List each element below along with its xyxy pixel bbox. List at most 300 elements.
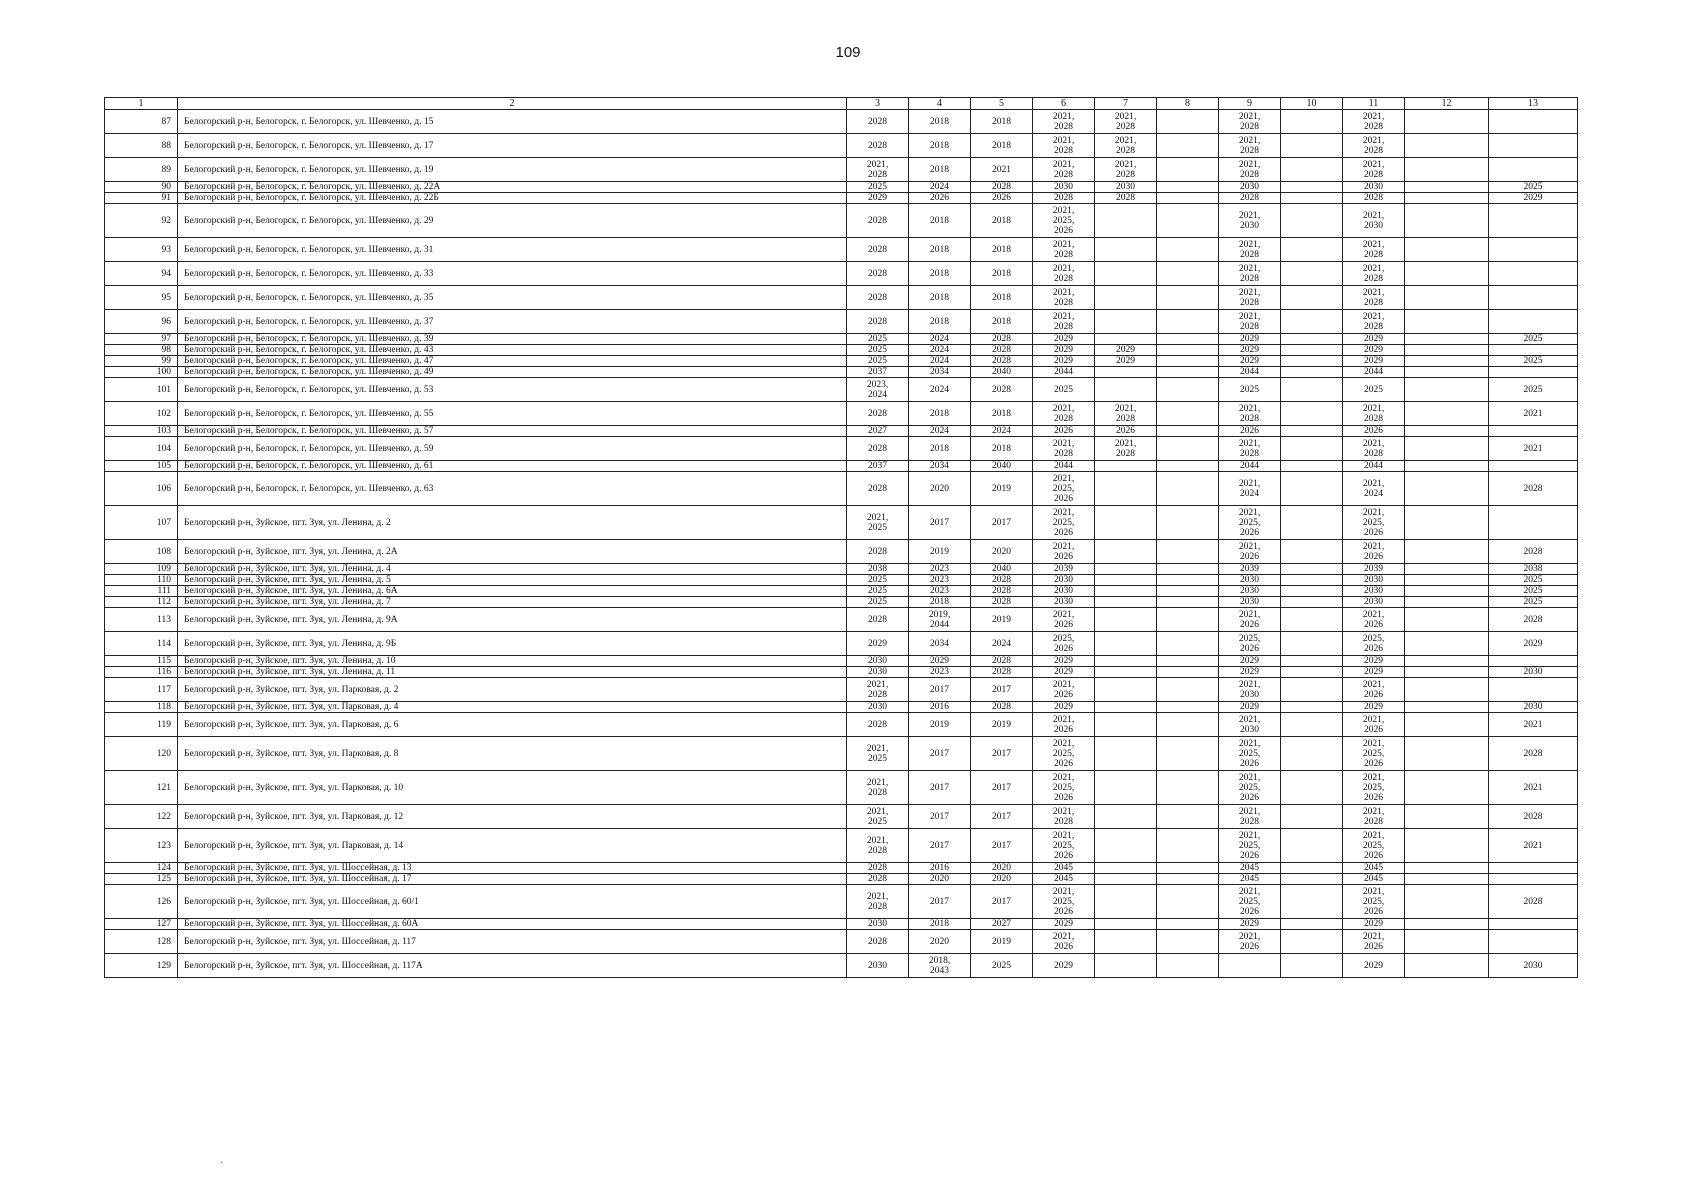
cell-col-12	[1405, 702, 1489, 713]
cell-col-4: 2017	[909, 771, 971, 805]
cell-col-11: 2025, 2026	[1343, 632, 1405, 656]
cell-col-4: 2018	[909, 286, 971, 310]
cell-col-9: 2044	[1219, 367, 1281, 378]
cell-col-8	[1157, 919, 1219, 930]
cell-col-12	[1405, 954, 1489, 978]
table-row	[105, 158, 1578, 182]
cell-col-5: 2024	[971, 426, 1033, 437]
cell-col-10	[1281, 586, 1343, 597]
cell-col-9: 2021, 2026	[1219, 540, 1281, 564]
table-row	[105, 564, 1578, 575]
cell-col-9: 2021, 2026	[1219, 608, 1281, 632]
cell-col-6: 2029	[1033, 954, 1095, 978]
cell-col-5: 2018	[971, 310, 1033, 334]
cell-col-12	[1405, 771, 1489, 805]
cell-col-9: 2029	[1219, 356, 1281, 367]
address-cell: Белогорский р-н, Зуйское, пгт. Зуя, ул. Ленина, д. 11	[178, 667, 847, 678]
cell-col-7	[1095, 204, 1157, 238]
cell-col-11: 2028	[1343, 193, 1405, 204]
cell-col-11: 2021, 2028	[1343, 238, 1405, 262]
cell-col-11: 2029	[1343, 334, 1405, 345]
cell-col-6: 2021, 2028	[1033, 110, 1095, 134]
cell-col-4: 2018	[909, 110, 971, 134]
cell-col-9: 2021, 2026	[1219, 930, 1281, 954]
cell-col-8	[1157, 737, 1219, 771]
cell-col-3: 2021, 2025	[847, 506, 909, 540]
cell-col-10	[1281, 437, 1343, 461]
cell-col-6: 2039	[1033, 564, 1095, 575]
cell-col-6: 2045	[1033, 874, 1095, 885]
cell-col-4: 2023	[909, 586, 971, 597]
cell-col-5: 2020	[971, 540, 1033, 564]
cell-col-3: 2030	[847, 919, 909, 930]
cell-col-4: 2023	[909, 575, 971, 586]
cell-col-7	[1095, 472, 1157, 506]
row-number: 113	[105, 608, 178, 632]
cell-col-5: 2017	[971, 506, 1033, 540]
cell-col-3: 2028	[847, 310, 909, 334]
cell-col-6: 2021, 2025, 2026	[1033, 204, 1095, 238]
address-cell: Белогорский р-н, Зуйское, пгт. Зуя, ул. Парковая, д. 10	[178, 771, 847, 805]
cell-col-12	[1405, 334, 1489, 345]
cell-col-6: 2021, 2025, 2026	[1033, 885, 1095, 919]
cell-col-9: 2021, 2028	[1219, 437, 1281, 461]
cell-col-13: 2028	[1489, 472, 1578, 506]
row-number: 109	[105, 564, 178, 575]
cell-col-5: 2027	[971, 919, 1033, 930]
cell-col-4: 2019	[909, 540, 971, 564]
cell-col-4: 2018	[909, 402, 971, 426]
cell-col-11: 2039	[1343, 564, 1405, 575]
cell-col-9: 2021, 2025, 2026	[1219, 885, 1281, 919]
table-row	[105, 597, 1578, 608]
cell-col-8	[1157, 345, 1219, 356]
column-header-9: 9	[1219, 98, 1281, 110]
cell-col-12	[1405, 586, 1489, 597]
cell-col-6: 2029	[1033, 656, 1095, 667]
cell-col-3: 2025	[847, 334, 909, 345]
cell-col-7	[1095, 678, 1157, 702]
cell-col-4: 2020	[909, 472, 971, 506]
cell-col-10	[1281, 771, 1343, 805]
cell-col-12	[1405, 472, 1489, 506]
cell-col-6: 2029	[1033, 356, 1095, 367]
cell-col-9: 2029	[1219, 919, 1281, 930]
cell-col-13: 2028	[1489, 540, 1578, 564]
cell-col-9: 2029	[1219, 334, 1281, 345]
row-number: 97	[105, 334, 178, 345]
cell-col-5: 2018	[971, 238, 1033, 262]
table-row	[105, 182, 1578, 193]
cell-col-13	[1489, 204, 1578, 238]
cell-col-5: 2019	[971, 930, 1033, 954]
cell-col-5: 2028	[971, 334, 1033, 345]
cell-col-10	[1281, 506, 1343, 540]
cell-col-7	[1095, 575, 1157, 586]
row-number: 96	[105, 310, 178, 334]
cell-col-8	[1157, 656, 1219, 667]
cell-col-6: 2021, 2026	[1033, 930, 1095, 954]
cell-col-13: 2030	[1489, 954, 1578, 978]
cell-col-10	[1281, 564, 1343, 575]
cell-col-13: 2025	[1489, 378, 1578, 402]
cell-col-9: 2030	[1219, 597, 1281, 608]
cell-col-6: 2029	[1033, 345, 1095, 356]
address-cell: Белогорский р-н, Белогорск, г. Белогорск, ул. Шевченко, д. 19	[178, 158, 847, 182]
cell-col-11: 2021, 2028	[1343, 262, 1405, 286]
cell-col-7: 2021, 2028	[1095, 437, 1157, 461]
cell-col-12	[1405, 367, 1489, 378]
cell-col-5: 2017	[971, 885, 1033, 919]
cell-col-8	[1157, 874, 1219, 885]
cell-col-3: 2028	[847, 874, 909, 885]
cell-col-6: 2029	[1033, 702, 1095, 713]
cell-col-13: 2030	[1489, 702, 1578, 713]
cell-col-5: 2028	[971, 356, 1033, 367]
cell-col-6: 2026	[1033, 426, 1095, 437]
cell-col-4: 2024	[909, 356, 971, 367]
cell-col-3: 2028	[847, 262, 909, 286]
cell-col-10	[1281, 461, 1343, 472]
cell-col-6: 2021, 2026	[1033, 608, 1095, 632]
cell-col-11: 2021, 2025, 2026	[1343, 506, 1405, 540]
cell-col-11: 2021, 2028	[1343, 134, 1405, 158]
cell-col-8	[1157, 461, 1219, 472]
cell-col-12	[1405, 930, 1489, 954]
row-number: 116	[105, 667, 178, 678]
row-number: 119	[105, 713, 178, 737]
cell-col-4: 2023	[909, 667, 971, 678]
cell-col-8	[1157, 310, 1219, 334]
table-row	[105, 667, 1578, 678]
cell-col-3: 2025	[847, 345, 909, 356]
cell-col-5: 2020	[971, 874, 1033, 885]
cell-col-3: 2028	[847, 204, 909, 238]
cell-col-4: 2017	[909, 829, 971, 863]
cell-col-8	[1157, 954, 1219, 978]
cell-col-9: 2021, 2028	[1219, 402, 1281, 426]
cell-col-13	[1489, 930, 1578, 954]
cell-col-13: 2021	[1489, 713, 1578, 737]
table-row	[105, 345, 1578, 356]
address-cell: Белогорский р-н, Зуйское, пгт. Зуя, ул. Парковая, д. 8	[178, 737, 847, 771]
row-number: 129	[105, 954, 178, 978]
cell-col-3: 2025	[847, 575, 909, 586]
cell-col-4: 2018	[909, 238, 971, 262]
cell-col-13	[1489, 678, 1578, 702]
cell-col-7: 2030	[1095, 182, 1157, 193]
cell-col-13	[1489, 134, 1578, 158]
cell-col-6: 2021, 2028	[1033, 286, 1095, 310]
column-header-8: 8	[1157, 98, 1219, 110]
cell-col-12	[1405, 608, 1489, 632]
cell-col-11: 2021, 2026	[1343, 678, 1405, 702]
cell-col-5: 2017	[971, 805, 1033, 829]
cell-col-5: 2019	[971, 472, 1033, 506]
cell-col-4: 2016	[909, 702, 971, 713]
cell-col-12	[1405, 575, 1489, 586]
cell-col-7	[1095, 564, 1157, 575]
row-number: 114	[105, 632, 178, 656]
cell-col-13	[1489, 863, 1578, 874]
cell-col-12	[1405, 182, 1489, 193]
cell-col-13	[1489, 262, 1578, 286]
cell-col-10	[1281, 667, 1343, 678]
cell-col-5: 2020	[971, 863, 1033, 874]
cell-col-12	[1405, 378, 1489, 402]
cell-col-8	[1157, 702, 1219, 713]
cell-col-10	[1281, 656, 1343, 667]
cell-col-11: 2030	[1343, 182, 1405, 193]
cell-col-9: 2029	[1219, 702, 1281, 713]
cell-col-11: 2021, 2028	[1343, 110, 1405, 134]
cell-col-6: 2030	[1033, 182, 1095, 193]
cell-col-11: 2025	[1343, 378, 1405, 402]
table-row	[105, 702, 1578, 713]
cell-col-8	[1157, 378, 1219, 402]
cell-col-13: 2028	[1489, 608, 1578, 632]
cell-col-8	[1157, 506, 1219, 540]
cell-col-3: 2021, 2028	[847, 678, 909, 702]
cell-col-7	[1095, 702, 1157, 713]
cell-col-3: 2038	[847, 564, 909, 575]
row-number: 106	[105, 472, 178, 506]
cell-col-8	[1157, 134, 1219, 158]
row-number: 103	[105, 426, 178, 437]
cell-col-5: 2025	[971, 954, 1033, 978]
cell-col-4: 2018	[909, 597, 971, 608]
cell-col-13: 2038	[1489, 564, 1578, 575]
cell-col-7	[1095, 286, 1157, 310]
table-row	[105, 885, 1578, 919]
cell-col-13: 2029	[1489, 193, 1578, 204]
cell-col-3: 2021, 2028	[847, 771, 909, 805]
table-row	[105, 461, 1578, 472]
row-number: 125	[105, 874, 178, 885]
row-number: 111	[105, 586, 178, 597]
cell-col-10	[1281, 356, 1343, 367]
table-row	[105, 656, 1578, 667]
cell-col-11: 2030	[1343, 597, 1405, 608]
table-row	[105, 134, 1578, 158]
cell-col-13: 2021	[1489, 402, 1578, 426]
address-cell: Белогорский р-н, Зуйское, пгт. Зуя, ул. Ленина, д. 2	[178, 506, 847, 540]
table-row	[105, 874, 1578, 885]
cell-col-10	[1281, 713, 1343, 737]
cell-col-12	[1405, 678, 1489, 702]
cell-col-5: 2040	[971, 461, 1033, 472]
cell-col-9: 2021, 2028	[1219, 262, 1281, 286]
cell-col-8	[1157, 356, 1219, 367]
cell-col-4: 2023	[909, 564, 971, 575]
cell-col-12	[1405, 506, 1489, 540]
cell-col-3: 2028	[847, 713, 909, 737]
cell-col-4: 2024	[909, 182, 971, 193]
cell-col-10	[1281, 930, 1343, 954]
column-header-7: 7	[1095, 98, 1157, 110]
cell-col-3: 2028	[847, 110, 909, 134]
cell-col-11: 2021, 2024	[1343, 472, 1405, 506]
cell-col-6: 2028	[1033, 193, 1095, 204]
cell-col-6: 2021, 2026	[1033, 713, 1095, 737]
table-row	[105, 632, 1578, 656]
cell-col-12	[1405, 286, 1489, 310]
cell-col-4: 2018	[909, 204, 971, 238]
table-row	[105, 540, 1578, 564]
address-cell: Белогорский р-н, Зуйское, пгт. Зуя, ул. Парковая, д. 12	[178, 805, 847, 829]
table-row	[105, 863, 1578, 874]
cell-col-11: 2029	[1343, 667, 1405, 678]
cell-col-7	[1095, 461, 1157, 472]
cell-col-4: 2034	[909, 367, 971, 378]
cell-col-7	[1095, 713, 1157, 737]
cell-col-11: 2021, 2026	[1343, 930, 1405, 954]
cell-col-10	[1281, 805, 1343, 829]
cell-col-5: 2019	[971, 608, 1033, 632]
cell-col-8	[1157, 713, 1219, 737]
row-number: 98	[105, 345, 178, 356]
cell-col-8	[1157, 771, 1219, 805]
column-header-1: 1	[105, 98, 178, 110]
cell-col-6: 2021, 2025, 2026	[1033, 771, 1095, 805]
cell-col-10	[1281, 472, 1343, 506]
cell-col-4: 2018, 2043	[909, 954, 971, 978]
cell-col-10	[1281, 402, 1343, 426]
cell-col-6: 2029	[1033, 334, 1095, 345]
cell-col-9: 2021, 2030	[1219, 678, 1281, 702]
cell-col-6: 2021, 2028	[1033, 805, 1095, 829]
cell-col-12	[1405, 134, 1489, 158]
cell-col-3: 2023, 2024	[847, 378, 909, 402]
row-number: 122	[105, 805, 178, 829]
cell-col-10	[1281, 193, 1343, 204]
cell-col-12	[1405, 402, 1489, 426]
cell-col-9: 2029	[1219, 667, 1281, 678]
cell-col-12	[1405, 919, 1489, 930]
cell-col-4: 2018	[909, 919, 971, 930]
address-cell: Белогорский р-н, Зуйское, пгт. Зуя, ул. Ленина, д. 7	[178, 597, 847, 608]
row-number: 89	[105, 158, 178, 182]
cell-col-6: 2021, 2028	[1033, 437, 1095, 461]
cell-col-8	[1157, 110, 1219, 134]
cell-col-5: 2018	[971, 286, 1033, 310]
cell-col-10	[1281, 286, 1343, 310]
cell-col-8	[1157, 472, 1219, 506]
cell-col-5: 2018	[971, 110, 1033, 134]
address-cell: Белогорский р-н, Зуйское, пгт. Зуя, ул. Ленина, д. 10	[178, 656, 847, 667]
cell-col-9: 2029	[1219, 656, 1281, 667]
cell-col-8	[1157, 193, 1219, 204]
cell-col-13: 2021	[1489, 829, 1578, 863]
row-number: 99	[105, 356, 178, 367]
row-number: 124	[105, 863, 178, 874]
cell-col-7	[1095, 597, 1157, 608]
cell-col-8	[1157, 402, 1219, 426]
cell-col-7	[1095, 874, 1157, 885]
cell-col-3: 2028	[847, 286, 909, 310]
cell-col-11: 2021, 2026	[1343, 713, 1405, 737]
cell-col-7: 2021, 2028	[1095, 402, 1157, 426]
cell-col-11: 2021, 2028	[1343, 158, 1405, 182]
cell-col-8	[1157, 540, 1219, 564]
column-header-10: 10	[1281, 98, 1343, 110]
column-header-5: 5	[971, 98, 1033, 110]
cell-col-12	[1405, 829, 1489, 863]
cell-col-7	[1095, 238, 1157, 262]
address-cell: Белогорский р-н, Белогорск, г. Белогорск, ул. Шевченко, д. 17	[178, 134, 847, 158]
cell-col-7	[1095, 667, 1157, 678]
cell-col-5: 2028	[971, 586, 1033, 597]
cell-col-11: 2029	[1343, 656, 1405, 667]
cell-col-12	[1405, 632, 1489, 656]
cell-col-13: 2029	[1489, 632, 1578, 656]
cell-col-3: 2028	[847, 863, 909, 874]
table-row	[105, 771, 1578, 805]
row-number: 95	[105, 286, 178, 310]
address-cell: Белогорский р-н, Белогорск, г. Белогорск, ул. Шевченко, д. 22Б	[178, 193, 847, 204]
cell-col-7	[1095, 863, 1157, 874]
address-cell: Белогорский р-н, Зуйское, пгт. Зуя, ул. Ленина, д. 2А	[178, 540, 847, 564]
cell-col-5: 2040	[971, 367, 1033, 378]
cell-col-13	[1489, 345, 1578, 356]
address-cell: Белогорский р-н, Белогорск, г. Белогорск, ул. Шевченко, д. 29	[178, 204, 847, 238]
cell-col-4: 2017	[909, 805, 971, 829]
cell-col-5: 2017	[971, 737, 1033, 771]
table-row	[105, 238, 1578, 262]
address-cell: Белогорский р-н, Зуйское, пгт. Зуя, ул. Парковая, д. 2	[178, 678, 847, 702]
row-number: 126	[105, 885, 178, 919]
cell-col-5: 2017	[971, 829, 1033, 863]
cell-col-12	[1405, 193, 1489, 204]
row-number: 110	[105, 575, 178, 586]
cell-col-4: 2020	[909, 930, 971, 954]
cell-col-13: 2025	[1489, 334, 1578, 345]
cell-col-9: 2021, 2028	[1219, 238, 1281, 262]
cell-col-3: 2028	[847, 402, 909, 426]
cell-col-10	[1281, 954, 1343, 978]
cell-col-11: 2029	[1343, 356, 1405, 367]
cell-col-4: 2029	[909, 656, 971, 667]
cell-col-7: 2021, 2028	[1095, 158, 1157, 182]
table-row	[105, 193, 1578, 204]
cell-col-6: 2045	[1033, 863, 1095, 874]
row-number: 115	[105, 656, 178, 667]
cell-col-11: 2045	[1343, 874, 1405, 885]
cell-col-3: 2028	[847, 134, 909, 158]
cell-col-5: 2028	[971, 182, 1033, 193]
cell-col-8	[1157, 564, 1219, 575]
cell-col-10	[1281, 885, 1343, 919]
cell-col-3: 2030	[847, 954, 909, 978]
cell-col-8	[1157, 597, 1219, 608]
cell-col-9: 2021, 2028	[1219, 110, 1281, 134]
cell-col-11: 2021, 2026	[1343, 540, 1405, 564]
cell-col-9: 2029	[1219, 345, 1281, 356]
cell-col-13: 2025	[1489, 182, 1578, 193]
address-cell: Белогорский р-н, Белогорск, г. Белогорск, ул. Шевченко, д. 37	[178, 310, 847, 334]
cell-col-3: 2025	[847, 356, 909, 367]
cell-col-4: 2024	[909, 345, 971, 356]
table-row	[105, 954, 1578, 978]
address-cell: Белогорский р-н, Зуйское, пгт. Зуя, ул. Парковая, д. 6	[178, 713, 847, 737]
row-number: 100	[105, 367, 178, 378]
column-header-12: 12	[1405, 98, 1489, 110]
cell-col-3: 2028	[847, 930, 909, 954]
table-row	[105, 334, 1578, 345]
row-number: 94	[105, 262, 178, 286]
cell-col-6: 2044	[1033, 461, 1095, 472]
cell-col-8	[1157, 678, 1219, 702]
